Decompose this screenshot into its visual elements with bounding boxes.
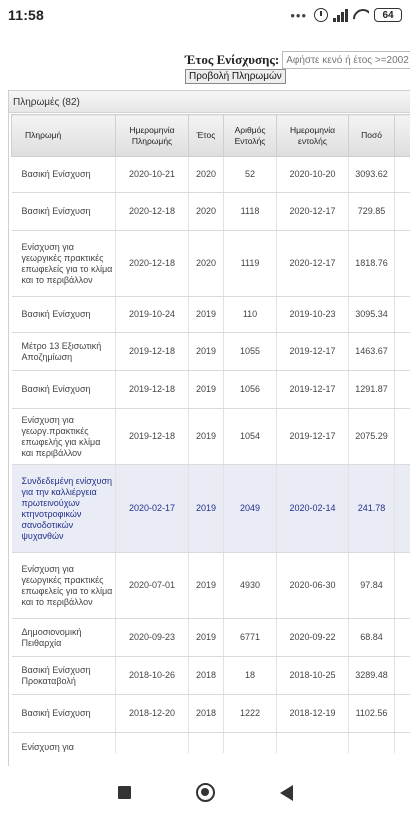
col-header-pay-date[interactable]: Ημερομηνία Πληρωμής xyxy=(116,115,189,157)
cell-order-no: 1054 xyxy=(224,409,277,465)
cell-order-no: 2049 xyxy=(224,465,277,553)
cell-year: 2019 xyxy=(189,409,224,465)
cell-payment: Μέτρο 13 Εξισωτική Αποζημίωση xyxy=(12,333,116,371)
cell-pay-date: 2020-12-18 xyxy=(116,231,189,297)
cell-payment: Βασική Ενίσχυση xyxy=(12,157,116,193)
signal-icon xyxy=(333,8,348,22)
system-nav-bar xyxy=(0,766,410,819)
cell-amount: 241.78 xyxy=(349,465,395,553)
panel-title: Πληρωμές (82) xyxy=(9,91,410,113)
cell-order-no: 6771 xyxy=(224,619,277,657)
table-row[interactable] xyxy=(12,553,410,619)
cell-amount: 1463.67 xyxy=(349,333,395,371)
cell-pay-date: 2020-10-21 xyxy=(116,157,189,193)
cell-order-date: 2020-06-30 xyxy=(277,553,349,619)
cell-order-date xyxy=(277,733,349,754)
cell-pay-date: 2020-02-17 xyxy=(116,465,189,553)
table-row[interactable] xyxy=(12,297,410,333)
cell-order-no: 1222 xyxy=(224,695,277,733)
cell-year: 2018 xyxy=(189,695,224,733)
cell-order-no: 4930 xyxy=(224,553,277,619)
cell-amount: 2075.29 xyxy=(349,409,395,465)
cell-year: 2020 xyxy=(189,231,224,297)
table-row[interactable] xyxy=(12,157,410,193)
col-header-order-date[interactable]: Ημερομηνία εντολής xyxy=(277,115,349,157)
cell-order-no: 18 xyxy=(224,657,277,695)
cell-order-date: 2020-12-17 xyxy=(277,193,349,231)
cell-pay-date: 2018-10-26 xyxy=(116,657,189,695)
cell-payment: Ενίσχυση για γεωργικές πρακτικές επωφελείς για το κλίμα και το περιβάλλον xyxy=(12,553,116,619)
cell-pay-date: 2019-10-24 xyxy=(116,297,189,333)
col-header-payment[interactable]: Πληρωμή xyxy=(12,115,116,157)
table-row[interactable] xyxy=(12,231,410,297)
table-scroll-area[interactable] xyxy=(9,113,410,753)
cell-payment: Συνδεδεμένη ενίσχυση για την καλλιέργεια πρωτεινούχων κτηνοτροφικών σανοδοτικών ψυχανθών xyxy=(12,465,116,553)
cell-amount: 1102.56 xyxy=(349,695,395,733)
cell-amount: 729.85 xyxy=(349,193,395,231)
wifi-icon xyxy=(353,9,369,21)
cell-order-date: 2019-12-17 xyxy=(277,371,349,409)
cell-pay-date: 2019-12-18 xyxy=(116,371,189,409)
cell-year: 2018 xyxy=(189,657,224,695)
cell-order-date: 2019-12-17 xyxy=(277,333,349,371)
cell-order-no: 1118 xyxy=(224,193,277,231)
cell-amount: 1291.87 xyxy=(349,371,395,409)
col-header-amount[interactable]: Ποσό xyxy=(349,115,395,157)
cell-amount xyxy=(349,733,395,754)
cell-pay-date: 2018-12-20 xyxy=(116,695,189,733)
cell-extra xyxy=(395,553,410,619)
table-row[interactable] xyxy=(12,695,410,733)
cell-extra xyxy=(395,297,410,333)
cell-payment: Δημοσιονομική Πειθαρχία xyxy=(12,619,116,657)
cell-payment: Ενίσχυση για xyxy=(12,733,116,754)
cell-year: 2019 xyxy=(189,553,224,619)
cell-extra xyxy=(395,695,410,733)
cell-pay-date xyxy=(116,733,189,754)
col-header-extra xyxy=(395,115,410,157)
cell-extra xyxy=(395,465,410,553)
cell-extra xyxy=(395,231,410,297)
cell-year: 2020 xyxy=(189,193,224,231)
cell-year: 2019 xyxy=(189,297,224,333)
notification-dots: ••• xyxy=(290,7,307,23)
year-filter xyxy=(185,50,410,70)
table-row[interactable] xyxy=(12,733,410,754)
cell-extra xyxy=(395,619,410,657)
cell-extra xyxy=(395,193,410,231)
show-payments-button[interactable]: Προβολή Πληρωμών xyxy=(185,69,286,84)
cell-order-no: 52 xyxy=(224,157,277,193)
status-icons xyxy=(290,8,402,23)
cell-amount: 1818.76 xyxy=(349,231,395,297)
recent-apps-icon[interactable] xyxy=(118,786,131,799)
cell-payment: Βασική Ενίσχυση xyxy=(12,371,116,409)
cell-order-no: 110 xyxy=(224,297,277,333)
cell-payment: Βασική Ενίσχυση Προκαταβολή xyxy=(12,657,116,695)
cell-payment: Ενίσχυση για γεωργικές πρακτικές επωφελείς για το κλίμα και το περιβάλλον xyxy=(12,231,116,297)
cell-order-no: 1056 xyxy=(224,371,277,409)
payments-panel xyxy=(8,90,410,780)
cell-order-date: 2020-02-14 xyxy=(277,465,349,553)
cell-order-date: 2019-12-17 xyxy=(277,409,349,465)
status-time: 11:58 xyxy=(8,7,45,23)
cell-payment: Ενίσχυση για γεωργ.πρακτικές επωφελής για κλίμα και περιβάλλον xyxy=(12,409,116,465)
cell-payment: Βασική Ενίσχυση xyxy=(12,193,116,231)
cell-order-no: 1055 xyxy=(224,333,277,371)
cell-year: 2019 xyxy=(189,465,224,553)
cell-order-no xyxy=(224,733,277,754)
table-row[interactable] xyxy=(12,409,410,465)
cell-order-date: 2020-09-22 xyxy=(277,619,349,657)
cell-amount: 68.84 xyxy=(349,619,395,657)
cell-extra xyxy=(395,409,410,465)
cell-order-date: 2019-10-23 xyxy=(277,297,349,333)
cell-order-date: 2020-12-17 xyxy=(277,231,349,297)
table-row[interactable] xyxy=(12,619,410,657)
cell-payment: Βασική Ενίσχυση xyxy=(12,695,116,733)
cell-year xyxy=(189,733,224,754)
cell-pay-date: 2019-12-18 xyxy=(116,409,189,465)
cell-pay-date: 2019-12-18 xyxy=(116,333,189,371)
cell-extra xyxy=(395,371,410,409)
cell-order-date: 2018-12-19 xyxy=(277,695,349,733)
table-row[interactable] xyxy=(12,465,410,553)
home-icon[interactable] xyxy=(196,783,215,802)
table-header-row xyxy=(12,115,410,157)
alarm-icon xyxy=(314,8,328,22)
cell-pay-date: 2020-12-18 xyxy=(116,193,189,231)
cell-pay-date: 2020-07-01 xyxy=(116,553,189,619)
cell-amount: 3289.48 xyxy=(349,657,395,695)
col-header-year[interactable]: Έτος xyxy=(189,115,224,157)
cell-year: 2020 xyxy=(189,157,224,193)
cell-amount: 97.84 xyxy=(349,553,395,619)
table-row[interactable] xyxy=(12,333,410,371)
cell-extra xyxy=(395,733,410,754)
cell-extra xyxy=(395,333,410,371)
cell-amount: 3095.34 xyxy=(349,297,395,333)
col-header-order-no[interactable]: Αριθμός Εντολής xyxy=(224,115,277,157)
cell-order-date: 2020-10-20 xyxy=(277,157,349,193)
cell-extra xyxy=(395,657,410,695)
cell-amount: 3093.62 xyxy=(349,157,395,193)
status-bar xyxy=(0,0,410,30)
cell-order-no: 1119 xyxy=(224,231,277,297)
battery-icon: 64 xyxy=(374,8,402,22)
cell-year: 2019 xyxy=(189,333,224,371)
year-filter-label: Έτος Ενίσχυσης: xyxy=(185,52,280,67)
cell-year: 2019 xyxy=(189,371,224,409)
cell-year: 2019 xyxy=(189,619,224,657)
table-row[interactable] xyxy=(12,193,410,231)
cell-extra xyxy=(395,157,410,193)
payments-table xyxy=(11,114,410,753)
cell-order-date: 2018-10-25 xyxy=(277,657,349,695)
cell-pay-date: 2020-09-23 xyxy=(116,619,189,657)
table-row[interactable] xyxy=(12,371,410,409)
cell-payment: Βασική Ενίσχυση xyxy=(12,297,116,333)
table-row[interactable] xyxy=(12,657,410,695)
year-input[interactable] xyxy=(282,51,410,69)
back-icon[interactable] xyxy=(280,785,293,801)
